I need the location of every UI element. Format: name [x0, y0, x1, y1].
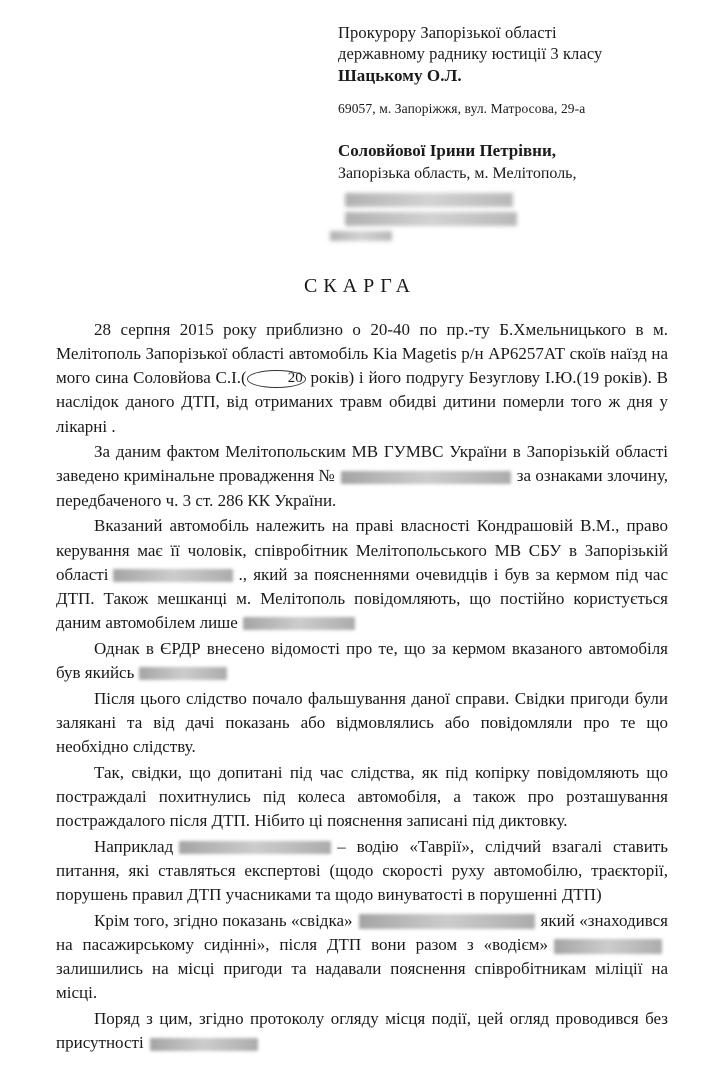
paragraph-2 — [56, 440, 668, 512]
paragraph-4 — [56, 637, 668, 685]
paragraph-3 — [56, 514, 668, 635]
document-body — [56, 318, 668, 1057]
paragraph-8-after: залишились на місці пригоди та надавали пояснення співробітникам міліції на місці. — [56, 959, 668, 1003]
paragraph-9-before: Поряд з цим, згідно протоколу огляду місця події, цей огляд проводився без присутності — [56, 1009, 668, 1053]
redaction-sender-line-1 — [345, 193, 513, 207]
addressee-line-1: Прокурору Запорізької області — [338, 23, 557, 42]
redaction-case-number — [341, 471, 511, 484]
redaction-person-name-2 — [243, 617, 355, 630]
document-title: СКАРГА — [303, 275, 417, 297]
paragraph-5: Після цього слідство почало фальшування даної справи. Свідки пригоди були залякані та від дачі показань або відмовлялись або повідомляли про те що необхідно слідству. — [56, 688, 668, 756]
sender-name: Соловйової Ірини Петрівни, — [338, 140, 556, 160]
paragraph-8 — [56, 909, 668, 1006]
redaction-sender-line-3 — [330, 231, 392, 241]
paragraph-4-text: Однак в ЄРДР внесено відомості про те, що за кермом вказаного автомобіля був якийсь — [56, 638, 668, 682]
handwritten-age-correction: 20 — [247, 370, 306, 388]
addressee-name: Шацькому О.Л. — [338, 65, 462, 85]
redaction-person-name-3 — [139, 667, 227, 680]
redaction-person-name-1 — [113, 569, 233, 582]
paragraph-1-part-1: 28 серпня 2015 року приблизно о 20-40 по пр.-ту Б.Хмельницького в м. Мелітополь Запорізької області автомобіль Kia Magetis р/н АР6257АТ скоїв наїзд на мого сина Соловйова С.І.( — [56, 320, 668, 388]
redaction-person-name-4 — [150, 1038, 258, 1051]
paragraph-7-before: Наприклад — [94, 836, 174, 856]
paragraph-8-before: Крім того, згідно показань «свідка» — [94, 910, 353, 930]
sender-block — [338, 140, 690, 185]
paragraph-8-mid: який «знаходився на пасажирському сидінні», після ДТП вони разом з «водієм» — [56, 910, 668, 954]
redaction-witness-name-2 — [359, 914, 535, 929]
paragraph-7 — [56, 835, 668, 907]
paragraph-1 — [56, 318, 668, 439]
redaction-driver-name — [554, 939, 662, 954]
addressee-block — [338, 22, 690, 184]
paragraph-9 — [56, 1007, 668, 1055]
paragraph-7-after: – водію «Таврії», слідчий взагалі ставить питання, які ставляться експертові (щодо скорості руху автомобілю, траєкторії, порушень правил ДТП учасниками та щодо винуватості в порушенні ДТП) — [56, 836, 668, 904]
paragraph-3-before: Вказаний автомобіль належить на праві власності Кондрашовій В.М., право керування має її чоловік, співробітник Мелітопольського МВ СБУ в Запорізькій області — [56, 516, 668, 584]
paragraph-2-before: За даним фактом Мелітопольским МВ ГУМВС України в Запорізькій області заведено кримінальне провадження № — [56, 442, 668, 486]
paragraph-2-after: за ознаками злочину, передбаченого ч. 3 ст. 286 КК України. — [56, 466, 668, 510]
addressee-line-2: державному раднику юстиції 3 класу — [338, 44, 603, 64]
paragraph-6: Так, свідки, що допитані під час слідства, як під копірку повідомляють що постраждалі похитнулись під колеса автомобіля, а також про розташування постраждалого після ДТП. Нібито ці пояснення записані під диктовку. — [56, 762, 668, 830]
redaction-sender-line-2 — [345, 212, 517, 226]
paragraph-3-mid: ., який за поясненнями очевидців і був за кермом під час ДТП. Також мешканці м. Мелітополь повідомляють, що постійно користується даним автомобілем лише — [56, 564, 668, 632]
paragraph-1-part-3: років) і його подругу Безуглову І.Ю.(19 років). В наслідок даного ДТП, від отриманих травм обидві дитини померли того ж дня у лікарні . — [56, 368, 668, 436]
addressee-address: 69057, м. Запоріжжя, вул. Матросова, 29-а — [338, 100, 586, 116]
redaction-witness-name-1 — [179, 841, 331, 854]
sender-address: Запорізька область, м. Мелітополь, — [338, 164, 577, 182]
